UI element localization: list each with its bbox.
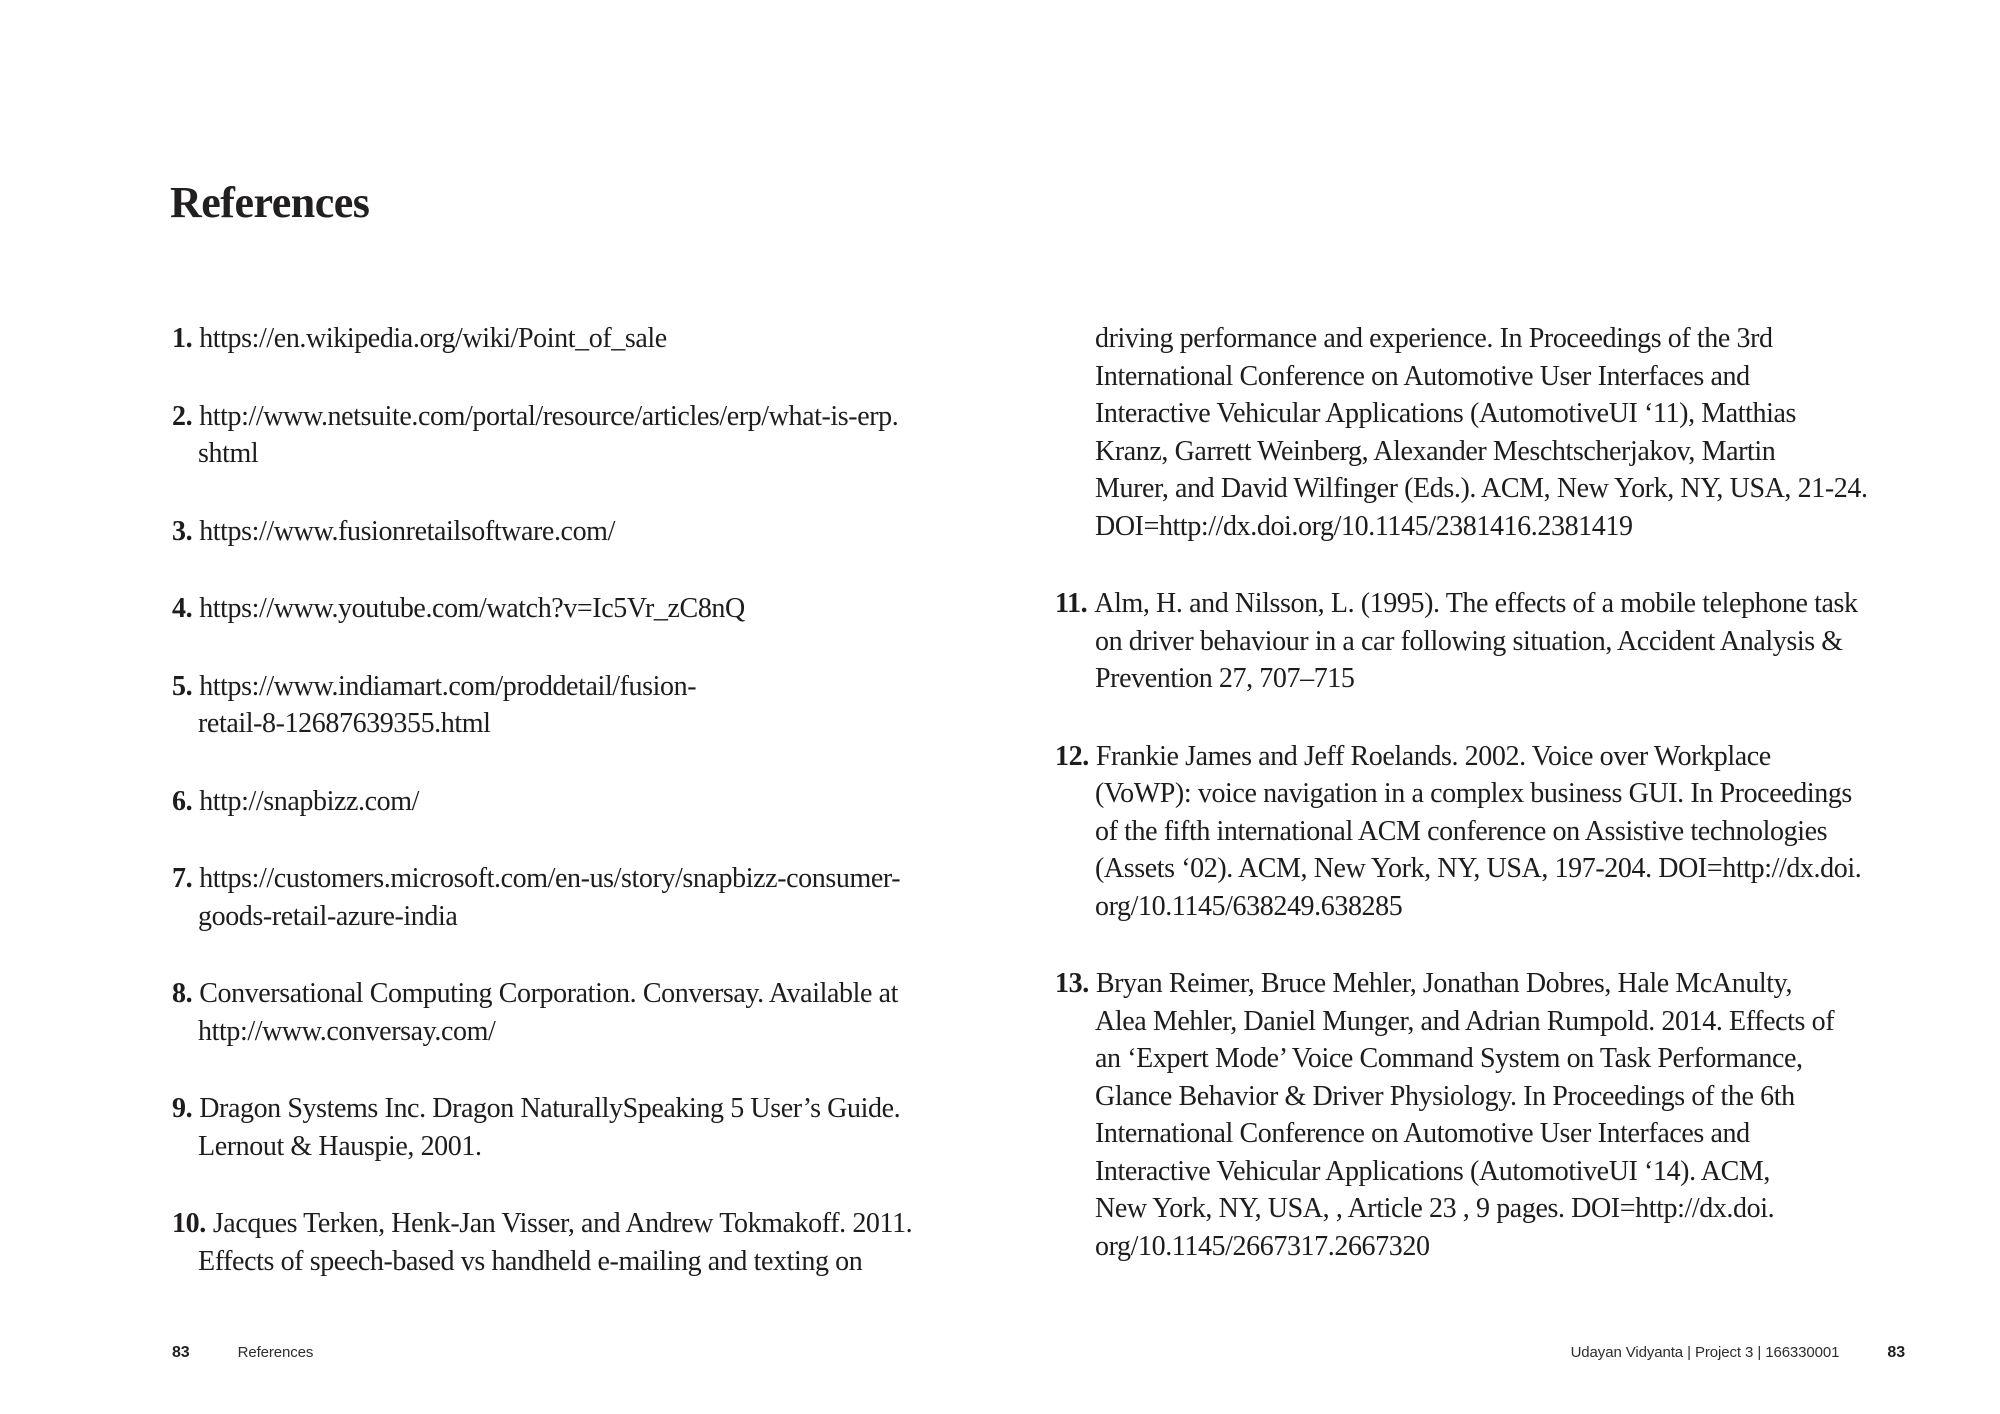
reference-line: 11. Alm, H. and Nilsson, L. (1995). The effects of a mobile telephone task bbox=[1055, 588, 1858, 619]
reference-item bbox=[1055, 965, 1915, 1265]
reference-item bbox=[172, 513, 1017, 551]
footer-page-number-left: 83 bbox=[172, 1344, 190, 1361]
reference-line: 1. https://en.wikipedia.org/wiki/Point_of_sale bbox=[172, 323, 667, 354]
reference-number: 3. bbox=[172, 515, 193, 547]
reference-line: http://www.conversay.com/ bbox=[198, 1015, 496, 1047]
reference-number: 2. bbox=[172, 400, 193, 432]
reference-line: 2. http://www.netsuite.com/portal/resource/articles/erp/what-is-erp. bbox=[172, 400, 899, 432]
reference-line: 3. https://www.fusionretailsoftware.com/ bbox=[172, 515, 615, 547]
reference-number: 6. bbox=[172, 785, 193, 817]
reference-line: Kranz, Garrett Weinberg, Alexander Meschtscherjakov, Martin bbox=[1095, 435, 1776, 467]
reference-item bbox=[172, 975, 1017, 1050]
reference-number: 11. bbox=[1055, 588, 1088, 619]
reference-number: 13. bbox=[1055, 968, 1089, 999]
reference-line: goods-retail-azure-india bbox=[198, 900, 458, 932]
reference-line: (Assets ‘02). ACM, New York, NY, USA, 197-204. DOI=http://dx.doi. bbox=[1095, 853, 1862, 884]
reference-item bbox=[1055, 585, 1915, 698]
reference-line: on driver behaviour in a car following situation, Accident Analysis & bbox=[1095, 625, 1843, 657]
reference-line: of the fifth international ACM conference on Assistive technologies bbox=[1095, 815, 1828, 847]
reference-item bbox=[172, 590, 1017, 628]
reference-number: 12. bbox=[1055, 740, 1089, 772]
reference-number: 8. bbox=[172, 978, 193, 1009]
reference-line: Interactive Vehicular Applications (AutomotiveUI ‘11), Matthias bbox=[1095, 398, 1797, 429]
reference-line: 13. Bryan Reimer, Bruce Mehler, Jonathan Dobres, Hale McAnulty, bbox=[1055, 968, 1793, 999]
reference-item bbox=[172, 668, 1017, 743]
reference-line: 9. Dragon Systems Inc. Dragon NaturallySpeaking 5 User’s Guide. bbox=[172, 1093, 901, 1124]
reference-line: Alea Mehler, Daniel Munger, and Adrian Rumpold. 2014. Effects of bbox=[1095, 1005, 1835, 1037]
reference-number: 4. bbox=[172, 593, 193, 624]
references-right-column bbox=[1055, 320, 1915, 1305]
reference-line: retail-8-12687639355.html bbox=[198, 708, 491, 739]
reference-line: Effects of speech-based vs handheld e-mailing and texting on bbox=[198, 1245, 863, 1277]
reference-line: org/10.1145/638249.638285 bbox=[1095, 890, 1403, 922]
reference-line: Lernout & Hauspie, 2001. bbox=[198, 1130, 482, 1162]
reference-line: 4. https://www.youtube.com/watch?v=Ic5Vr_zC8nQ bbox=[172, 593, 745, 624]
page-footer bbox=[172, 1344, 1905, 1362]
reference-line: shtml bbox=[198, 438, 259, 469]
reference-line: 6. http://snapbizz.com/ bbox=[172, 785, 420, 817]
footer-left bbox=[172, 1344, 313, 1362]
reference-line: 12. Frankie James and Jeff Roelands. 2002. Voice over Workplace bbox=[1055, 740, 1771, 772]
footer-author-project-label: Udayan Vidyanta | Project 3 | 166330001 bbox=[1570, 1344, 1840, 1361]
footer-page-number-right: 83 bbox=[1887, 1344, 1905, 1361]
reference-line: Glance Behavior & Driver Physiology. In Proceedings of the 6th bbox=[1095, 1080, 1795, 1112]
reference-line: org/10.1145/2667317.2667320 bbox=[1095, 1230, 1430, 1262]
reference-item bbox=[172, 320, 1017, 358]
reference-number: 9. bbox=[172, 1093, 193, 1124]
reference-line: 7. https://customers.microsoft.com/en-us/story/snapbizz-consumer- bbox=[172, 863, 901, 894]
footer-right bbox=[1571, 1344, 1905, 1362]
reference-line: Murer, and David Wilfinger (Eds.). ACM, New York, NY, USA, 21-24. bbox=[1095, 473, 1868, 504]
reference-line: 10. Jacques Terken, Henk-Jan Visser, and Andrew Tokmakoff. 2011. bbox=[172, 1208, 913, 1239]
reference-line: 5. https://www.indiamart.com/proddetail/fusion- bbox=[172, 670, 697, 702]
reference-line: driving performance and experience. In Proceedings of the 3rd bbox=[1095, 323, 1773, 354]
page-title: References bbox=[170, 178, 370, 228]
reference-item bbox=[1055, 738, 1915, 926]
reference-line: 8. Conversational Computing Corporation. Conversay. Available at bbox=[172, 978, 899, 1009]
reference-number: 1. bbox=[172, 323, 193, 354]
reference-item bbox=[172, 1090, 1017, 1165]
references-left-column bbox=[172, 320, 1017, 1320]
reference-line: an ‘Expert Mode’ Voice Command System on Task Performance, bbox=[1095, 1043, 1803, 1074]
reference-number: 10. bbox=[172, 1208, 206, 1239]
reference-line: International Conference on Automotive User Interfaces and bbox=[1095, 1118, 1750, 1149]
reference-line: (VoWP): voice navigation in a complex business GUI. In Proceedings bbox=[1095, 778, 1852, 809]
reference-number: 7. bbox=[172, 863, 193, 894]
reference-item bbox=[172, 1205, 1017, 1280]
reference-line: DOI=http://dx.doi.org/10.1145/2381416.2381419 bbox=[1095, 510, 1633, 542]
reference-line: Prevention 27, 707–715 bbox=[1095, 663, 1355, 694]
footer-section-label: References bbox=[237, 1344, 314, 1361]
reference-item bbox=[172, 783, 1017, 821]
reference-item bbox=[172, 860, 1017, 935]
reference-line: New York, NY, USA, , Article 23 , 9 pages. DOI=http://dx.doi. bbox=[1095, 1193, 1775, 1224]
reference-item bbox=[172, 398, 1017, 473]
reference-item bbox=[1055, 320, 1915, 545]
reference-line: Interactive Vehicular Applications (AutomotiveUI ‘14). ACM, bbox=[1095, 1155, 1770, 1187]
reference-number: 5. bbox=[172, 670, 193, 702]
reference-line: International Conference on Automotive User Interfaces and bbox=[1095, 360, 1750, 392]
